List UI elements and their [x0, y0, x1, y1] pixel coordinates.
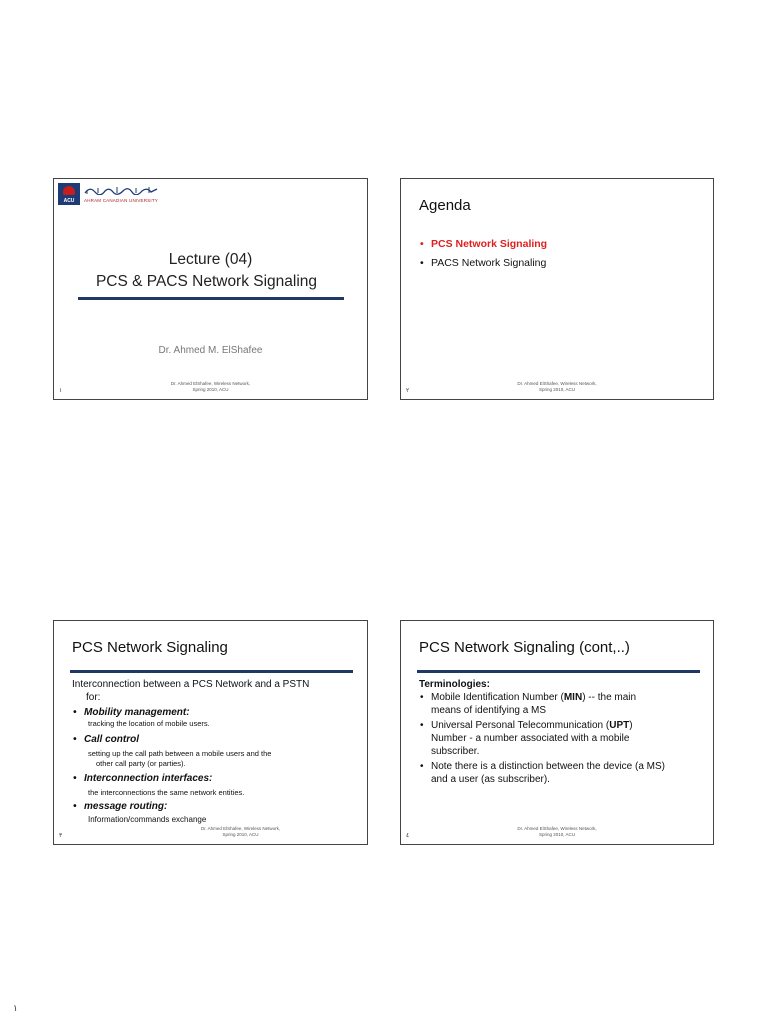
- footer-line: Dr. Ahmed ElShafee, Wireless Network,: [517, 381, 597, 386]
- slide-number: ٤: [406, 833, 410, 839]
- title-divider: [70, 670, 353, 673]
- footer-line: Spring 2010, ACU: [222, 832, 259, 837]
- slide-footer: [401, 381, 713, 393]
- footer-line: Spring 2010, ACU: [538, 832, 576, 837]
- slide-body: [72, 678, 357, 825]
- agenda-item-active: • PCS Network Signaling: [419, 235, 703, 254]
- author-name: Dr. Ahmed M. ElShafee: [158, 345, 263, 356]
- bullet-detail: the interconnections the same network entities.: [88, 788, 245, 797]
- slide-footer: [54, 381, 367, 393]
- lecture-number: Lecture (04): [168, 251, 253, 268]
- slide-number: ٢: [406, 388, 410, 394]
- section-heading: Terminologies:: [419, 679, 490, 690]
- intro-text: for:: [86, 692, 101, 703]
- university-logo: [58, 183, 162, 207]
- university-name: AHRAM CANADIAN UNIVERSITY: [84, 198, 159, 203]
- slide-title: PCS Network Signaling (cont,..): [419, 639, 630, 656]
- slide-number: ٣: [59, 833, 63, 839]
- title-divider: [417, 670, 700, 673]
- footer-line: Dr. Ahmed ElShafee, Wireless Network,: [517, 826, 597, 831]
- slide-title: [54, 249, 367, 293]
- bullet-upt: • Universal Personal Telecommunication (UPT) Number - a number associated with a mobile subscriber.: [419, 719, 703, 758]
- footer-line: Dr. Ahmed ElShafee, Wireless Network,: [200, 826, 281, 831]
- lecture-topic: PCS & PACS Network Signaling: [95, 273, 318, 290]
- bullet-detail: Information/commands exchange: [88, 815, 207, 824]
- slide-body: [419, 678, 703, 786]
- maple-leaf-icon: ACU: [58, 183, 80, 205]
- slide-footer: [114, 826, 367, 838]
- footer-line: Spring 2010, ACU: [538, 387, 576, 392]
- slide-number: ١: [59, 388, 63, 394]
- slide-footer: [401, 826, 713, 838]
- slide-title: Agenda: [419, 197, 471, 214]
- bullet-detail: setting up the call path between a mobile users and the: [88, 749, 272, 758]
- bullet-min: • Mobile Identification Number (MIN) -- the main means of identifying a MS: [419, 691, 703, 717]
- intro-text: Interconnection between a PCS Network and a PSTN: [72, 679, 310, 690]
- bullet-interfaces: • Interconnection interfaces:: [72, 772, 357, 785]
- title-divider: [78, 297, 344, 300]
- slide-2: [400, 178, 714, 400]
- agenda-item: • PACS Network Signaling: [419, 254, 703, 273]
- slide-4: [400, 620, 714, 845]
- footer-line: Spring 2010, ACU: [192, 387, 229, 392]
- slide-3: [53, 620, 368, 845]
- footer-line: Dr. Ahmed ElShafee, Wireless Network,: [170, 381, 251, 386]
- bullet-routing: • message routing:: [72, 800, 357, 813]
- slide-1: [53, 178, 368, 400]
- arabic-calligraphy-icon: [84, 185, 158, 195]
- bullet-detail: tracking the location of mobile users.: [88, 719, 210, 728]
- bullet-distinction: • Note there is a distinction between the device (a MS) and a user (as subscriber).: [419, 760, 703, 786]
- agenda-list: [419, 235, 703, 273]
- bullet-detail: other call party (or parties).: [96, 759, 186, 768]
- bullet-mobility: • Mobility management:: [72, 706, 357, 719]
- slide-title: PCS Network Signaling: [72, 639, 228, 656]
- bullet-call-control: • Call control: [72, 733, 357, 746]
- page-mark: ١: [13, 1003, 18, 1013]
